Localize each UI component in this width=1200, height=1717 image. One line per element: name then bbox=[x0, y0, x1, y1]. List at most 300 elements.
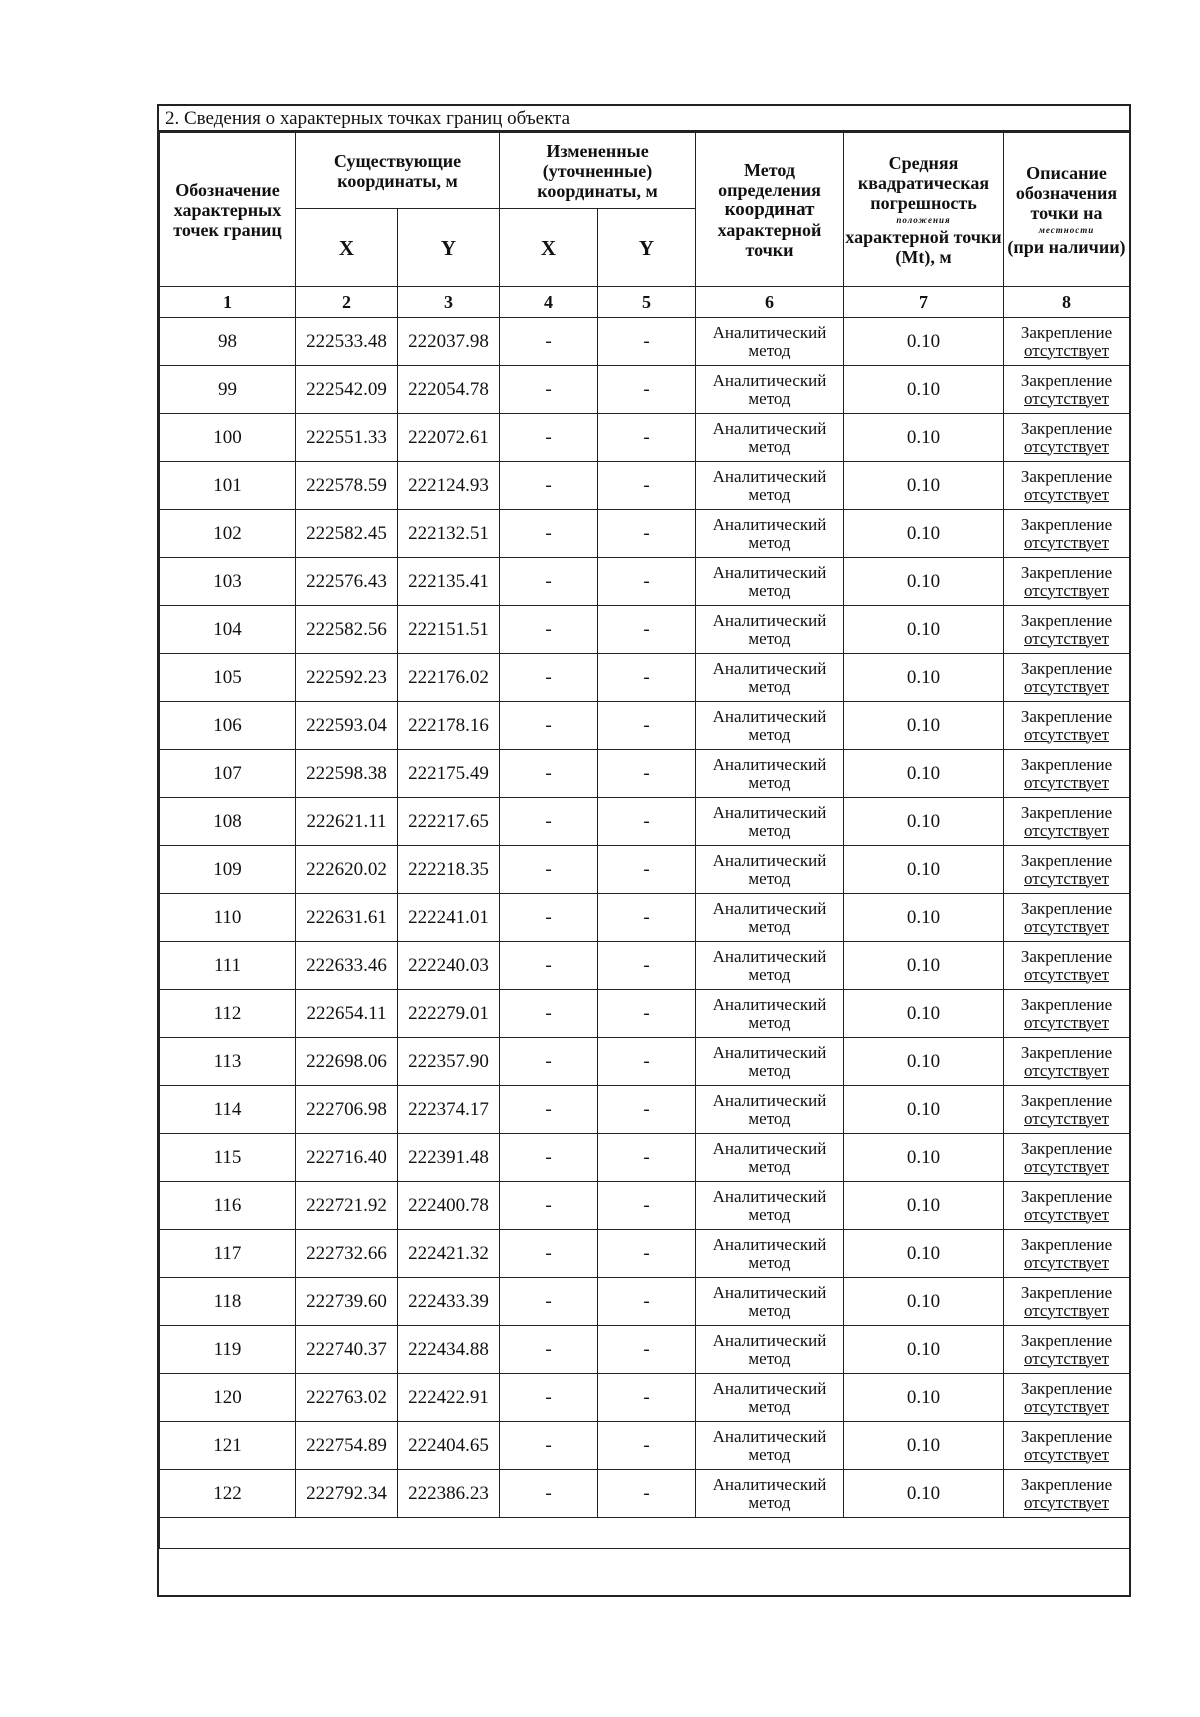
description-line-2: отсутствует bbox=[1023, 1348, 1110, 1368]
method-line-2: метод bbox=[748, 868, 791, 888]
description-line-1: Закрепление bbox=[1020, 898, 1113, 918]
column-number: 6 bbox=[696, 287, 844, 318]
existing-y-cell: 222241.01 bbox=[398, 894, 500, 942]
point-number-cell: 121 bbox=[160, 1422, 296, 1470]
point-number-cell: 118 bbox=[160, 1278, 296, 1326]
changed-y-cell: - bbox=[598, 894, 696, 942]
changed-y-cell: - bbox=[598, 414, 696, 462]
point-number-cell: 100 bbox=[160, 414, 296, 462]
error-cell: 0.10 bbox=[844, 990, 1004, 1038]
table-row bbox=[160, 1326, 1130, 1374]
description-cell bbox=[1004, 654, 1130, 702]
header-error-bot: характерной точки (Mt), м bbox=[845, 226, 1002, 267]
header-error bbox=[844, 133, 1004, 287]
error-cell: 0.10 bbox=[844, 1374, 1004, 1422]
description-line-2: отсутствует bbox=[1023, 772, 1110, 792]
table-row bbox=[160, 798, 1130, 846]
description-line-1: Закрепление bbox=[1020, 706, 1113, 726]
changed-y-cell: - bbox=[598, 366, 696, 414]
description-line-2: отсутствует bbox=[1023, 820, 1110, 840]
header-desc-bot: (при наличии) bbox=[1007, 236, 1126, 257]
method-cell bbox=[696, 1038, 844, 1086]
existing-y-cell: 222433.39 bbox=[398, 1278, 500, 1326]
error-cell: 0.10 bbox=[844, 846, 1004, 894]
existing-x-cell: 222551.33 bbox=[296, 414, 398, 462]
changed-y-cell: - bbox=[598, 750, 696, 798]
description-line-1: Закрепление bbox=[1020, 1090, 1113, 1110]
method-line-2: метод bbox=[748, 1492, 791, 1512]
section-title: 2. Сведения о характерных точках границ объекта bbox=[159, 106, 1129, 132]
existing-x-cell: 222739.60 bbox=[296, 1278, 398, 1326]
description-line-1: Закрепление bbox=[1020, 1474, 1113, 1494]
method-line-2: метод bbox=[748, 436, 791, 456]
table-row bbox=[160, 1470, 1130, 1518]
header-changed-x: X bbox=[500, 209, 598, 287]
description-line-1: Закрепление bbox=[1020, 466, 1113, 486]
existing-x-cell: 222754.89 bbox=[296, 1422, 398, 1470]
description-line-1: Закрепление bbox=[1020, 754, 1113, 774]
method-line-2: метод bbox=[748, 484, 791, 504]
table-row bbox=[160, 894, 1130, 942]
changed-x-cell: - bbox=[500, 942, 598, 990]
table-footer-row bbox=[160, 1518, 1130, 1549]
error-cell: 0.10 bbox=[844, 414, 1004, 462]
changed-x-cell: - bbox=[500, 1374, 598, 1422]
changed-y-cell: - bbox=[598, 1182, 696, 1230]
error-cell: 0.10 bbox=[844, 1278, 1004, 1326]
method-line-2: метод bbox=[748, 724, 791, 744]
header-existing-y: Y bbox=[398, 209, 500, 287]
method-line-1: Аналитический bbox=[712, 610, 827, 630]
method-line-1: Аналитический bbox=[712, 1426, 827, 1446]
existing-y-cell: 222176.02 bbox=[398, 654, 500, 702]
column-number: 7 bbox=[844, 287, 1004, 318]
method-cell bbox=[696, 414, 844, 462]
method-cell bbox=[696, 318, 844, 366]
description-line-1: Закрепление bbox=[1020, 658, 1113, 678]
existing-x-cell: 222698.06 bbox=[296, 1038, 398, 1086]
method-line-1: Аналитический bbox=[712, 802, 827, 822]
description-cell bbox=[1004, 1230, 1130, 1278]
point-number-cell: 101 bbox=[160, 462, 296, 510]
point-number-cell: 114 bbox=[160, 1086, 296, 1134]
existing-x-cell: 222732.66 bbox=[296, 1230, 398, 1278]
method-line-1: Аналитический bbox=[712, 1378, 827, 1398]
changed-x-cell: - bbox=[500, 366, 598, 414]
changed-x-cell: - bbox=[500, 1134, 598, 1182]
description-line-2: отсутствует bbox=[1023, 532, 1110, 552]
point-number-cell: 113 bbox=[160, 1038, 296, 1086]
existing-x-cell: 222576.43 bbox=[296, 558, 398, 606]
header-changed-y: Y bbox=[598, 209, 696, 287]
error-cell: 0.10 bbox=[844, 798, 1004, 846]
characteristic-points-table bbox=[159, 132, 1130, 1549]
header-method-bot: характерной точки bbox=[717, 219, 822, 260]
description-line-2: отсутствует bbox=[1023, 1204, 1110, 1224]
method-line-1: Аналитический bbox=[712, 850, 827, 870]
changed-y-cell: - bbox=[598, 702, 696, 750]
changed-x-cell: - bbox=[500, 1182, 598, 1230]
description-line-1: Закрепление bbox=[1020, 1234, 1113, 1254]
existing-y-cell: 222218.35 bbox=[398, 846, 500, 894]
description-line-1: Закрепление bbox=[1020, 1426, 1113, 1446]
method-line-1: Аналитический bbox=[712, 1090, 827, 1110]
existing-y-cell: 222217.65 bbox=[398, 798, 500, 846]
column-number: 8 bbox=[1004, 287, 1130, 318]
table-row bbox=[160, 702, 1130, 750]
description-line-1: Закрепление bbox=[1020, 802, 1113, 822]
description-line-2: отсутствует bbox=[1023, 1060, 1110, 1080]
header-error-top: Средняя квадратическая погрешность bbox=[857, 152, 990, 213]
method-line-2: метод bbox=[748, 628, 791, 648]
column-number-row bbox=[160, 287, 1130, 318]
description-line-1: Закрепление bbox=[1020, 1330, 1113, 1350]
error-cell: 0.10 bbox=[844, 702, 1004, 750]
description-cell bbox=[1004, 1326, 1130, 1374]
description-line-2: отсутствует bbox=[1023, 436, 1110, 456]
changed-y-cell: - bbox=[598, 1134, 696, 1182]
description-cell bbox=[1004, 942, 1130, 990]
point-number-cell: 119 bbox=[160, 1326, 296, 1374]
method-line-2: метод bbox=[748, 532, 791, 552]
table-row bbox=[160, 1038, 1130, 1086]
method-line-2: метод bbox=[748, 1108, 791, 1128]
description-cell bbox=[1004, 1278, 1130, 1326]
method-line-2: метод bbox=[748, 1012, 791, 1032]
changed-x-cell: - bbox=[500, 1326, 598, 1374]
changed-x-cell: - bbox=[500, 1230, 598, 1278]
description-cell bbox=[1004, 798, 1130, 846]
existing-x-cell: 222633.46 bbox=[296, 942, 398, 990]
changed-x-cell: - bbox=[500, 750, 598, 798]
existing-y-cell: 222374.17 bbox=[398, 1086, 500, 1134]
point-number-cell: 122 bbox=[160, 1470, 296, 1518]
description-line-2: отсутствует bbox=[1023, 964, 1110, 984]
changed-y-cell: - bbox=[598, 606, 696, 654]
table-row bbox=[160, 462, 1130, 510]
header-description bbox=[1004, 133, 1130, 287]
header-error-small: положения bbox=[896, 214, 951, 225]
method-cell bbox=[696, 990, 844, 1038]
table-row bbox=[160, 750, 1130, 798]
existing-y-cell: 222386.23 bbox=[398, 1470, 500, 1518]
method-line-1: Аналитический bbox=[712, 370, 827, 390]
method-line-1: Аналитический bbox=[712, 754, 827, 774]
changed-y-cell: - bbox=[598, 462, 696, 510]
description-cell bbox=[1004, 606, 1130, 654]
changed-y-cell: - bbox=[598, 1278, 696, 1326]
existing-x-cell: 222740.37 bbox=[296, 1326, 398, 1374]
error-cell: 0.10 bbox=[844, 1182, 1004, 1230]
method-line-2: метод bbox=[748, 1156, 791, 1176]
description-line-2: отсутствует bbox=[1023, 484, 1110, 504]
point-number-cell: 116 bbox=[160, 1182, 296, 1230]
method-line-2: метод bbox=[748, 340, 791, 360]
point-number-cell: 115 bbox=[160, 1134, 296, 1182]
method-line-2: метод bbox=[748, 388, 791, 408]
changed-y-cell: - bbox=[598, 1422, 696, 1470]
existing-y-cell: 222037.98 bbox=[398, 318, 500, 366]
method-line-1: Аналитический bbox=[712, 946, 827, 966]
description-line-2: отсутствует bbox=[1023, 916, 1110, 936]
column-number: 1 bbox=[160, 287, 296, 318]
method-line-2: метод bbox=[748, 1300, 791, 1320]
description-line-1: Закрепление bbox=[1020, 1186, 1113, 1206]
method-line-2: метод bbox=[748, 820, 791, 840]
header-method bbox=[696, 133, 844, 287]
description-cell bbox=[1004, 1086, 1130, 1134]
changed-x-cell: - bbox=[500, 462, 598, 510]
existing-x-cell: 222582.45 bbox=[296, 510, 398, 558]
description-cell bbox=[1004, 414, 1130, 462]
method-cell bbox=[696, 702, 844, 750]
error-cell: 0.10 bbox=[844, 894, 1004, 942]
table-row bbox=[160, 654, 1130, 702]
method-line-2: метод bbox=[748, 676, 791, 696]
description-cell bbox=[1004, 990, 1130, 1038]
existing-y-cell: 222178.16 bbox=[398, 702, 500, 750]
method-cell bbox=[696, 1422, 844, 1470]
description-line-2: отсутствует bbox=[1023, 1252, 1110, 1272]
method-cell bbox=[696, 1086, 844, 1134]
error-cell: 0.10 bbox=[844, 1230, 1004, 1278]
method-line-2: метод bbox=[748, 1204, 791, 1224]
changed-x-cell: - bbox=[500, 1470, 598, 1518]
method-cell bbox=[696, 846, 844, 894]
header-desc-top: Описание обозначения точки на bbox=[1015, 162, 1118, 223]
error-cell: 0.10 bbox=[844, 1470, 1004, 1518]
description-line-2: отсутствует bbox=[1023, 1300, 1110, 1320]
changed-x-cell: - bbox=[500, 558, 598, 606]
header-desc-small: местности bbox=[1038, 224, 1095, 235]
changed-y-cell: - bbox=[598, 318, 696, 366]
error-cell: 0.10 bbox=[844, 462, 1004, 510]
method-cell bbox=[696, 510, 844, 558]
method-cell bbox=[696, 1278, 844, 1326]
point-number-cell: 108 bbox=[160, 798, 296, 846]
table-row bbox=[160, 990, 1130, 1038]
method-cell bbox=[696, 1182, 844, 1230]
existing-y-cell: 222404.65 bbox=[398, 1422, 500, 1470]
changed-x-cell: - bbox=[500, 414, 598, 462]
table-row bbox=[160, 1086, 1130, 1134]
existing-x-cell: 222542.09 bbox=[296, 366, 398, 414]
method-line-2: метод bbox=[748, 1060, 791, 1080]
existing-y-cell: 222421.32 bbox=[398, 1230, 500, 1278]
changed-y-cell: - bbox=[598, 846, 696, 894]
error-cell: 0.10 bbox=[844, 1422, 1004, 1470]
point-number-cell: 109 bbox=[160, 846, 296, 894]
description-cell bbox=[1004, 702, 1130, 750]
existing-y-cell: 222054.78 bbox=[398, 366, 500, 414]
method-line-1: Аналитический bbox=[712, 514, 827, 534]
existing-x-cell: 222578.59 bbox=[296, 462, 398, 510]
method-line-1: Аналитический bbox=[712, 466, 827, 486]
error-cell: 0.10 bbox=[844, 654, 1004, 702]
table-row bbox=[160, 942, 1130, 990]
table-row bbox=[160, 1230, 1130, 1278]
description-line-2: отсутствует bbox=[1023, 1492, 1110, 1512]
column-number: 2 bbox=[296, 287, 398, 318]
existing-y-cell: 222135.41 bbox=[398, 558, 500, 606]
empty-footer-cell bbox=[160, 1518, 1130, 1549]
description-line-1: Закрепление bbox=[1020, 610, 1113, 630]
description-line-2: отсутствует bbox=[1023, 1012, 1110, 1032]
existing-x-cell: 222792.34 bbox=[296, 1470, 398, 1518]
description-cell bbox=[1004, 1182, 1130, 1230]
description-cell bbox=[1004, 366, 1130, 414]
table-row bbox=[160, 510, 1130, 558]
method-line-1: Аналитический bbox=[712, 1474, 827, 1494]
description-line-1: Закрепление bbox=[1020, 370, 1113, 390]
changed-y-cell: - bbox=[598, 558, 696, 606]
existing-y-cell: 222357.90 bbox=[398, 1038, 500, 1086]
description-line-1: Закрепление bbox=[1020, 1138, 1113, 1158]
method-cell bbox=[696, 366, 844, 414]
description-line-1: Закрепление bbox=[1020, 994, 1113, 1014]
changed-y-cell: - bbox=[598, 942, 696, 990]
changed-y-cell: - bbox=[598, 654, 696, 702]
point-number-cell: 111 bbox=[160, 942, 296, 990]
point-number-cell: 120 bbox=[160, 1374, 296, 1422]
method-line-2: метод bbox=[748, 1348, 791, 1368]
changed-y-cell: - bbox=[598, 1230, 696, 1278]
error-cell: 0.10 bbox=[844, 1134, 1004, 1182]
description-line-2: отсутствует bbox=[1023, 388, 1110, 408]
table-row bbox=[160, 1134, 1130, 1182]
header-changed-coords: Измененные (уточненные) координаты, м bbox=[500, 133, 696, 209]
method-cell bbox=[696, 1134, 844, 1182]
point-number-cell: 104 bbox=[160, 606, 296, 654]
changed-x-cell: - bbox=[500, 990, 598, 1038]
point-number-cell: 117 bbox=[160, 1230, 296, 1278]
method-line-2: метод bbox=[748, 1396, 791, 1416]
description-cell bbox=[1004, 1038, 1130, 1086]
column-number: 4 bbox=[500, 287, 598, 318]
description-cell bbox=[1004, 894, 1130, 942]
changed-x-cell: - bbox=[500, 798, 598, 846]
existing-y-cell: 222072.61 bbox=[398, 414, 500, 462]
description-cell bbox=[1004, 1134, 1130, 1182]
error-cell: 0.10 bbox=[844, 558, 1004, 606]
existing-x-cell: 222721.92 bbox=[296, 1182, 398, 1230]
changed-y-cell: - bbox=[598, 1038, 696, 1086]
existing-x-cell: 222598.38 bbox=[296, 750, 398, 798]
method-line-1: Аналитический bbox=[712, 418, 827, 438]
error-cell: 0.10 bbox=[844, 366, 1004, 414]
description-cell bbox=[1004, 558, 1130, 606]
column-number: 3 bbox=[398, 287, 500, 318]
table-row bbox=[160, 1278, 1130, 1326]
changed-y-cell: - bbox=[598, 510, 696, 558]
method-cell bbox=[696, 462, 844, 510]
existing-y-cell: 222400.78 bbox=[398, 1182, 500, 1230]
header-method-top: Метод определения bbox=[718, 159, 821, 200]
existing-x-cell: 222763.02 bbox=[296, 1374, 398, 1422]
changed-x-cell: - bbox=[500, 1422, 598, 1470]
changed-x-cell: - bbox=[500, 702, 598, 750]
description-line-2: отсутствует bbox=[1023, 580, 1110, 600]
description-cell bbox=[1004, 462, 1130, 510]
method-line-1: Аналитический bbox=[712, 1330, 827, 1350]
table-row bbox=[160, 606, 1130, 654]
point-number-cell: 107 bbox=[160, 750, 296, 798]
method-line-1: Аналитический bbox=[712, 1234, 827, 1254]
error-cell: 0.10 bbox=[844, 1326, 1004, 1374]
existing-x-cell: 222621.11 bbox=[296, 798, 398, 846]
changed-x-cell: - bbox=[500, 894, 598, 942]
column-number: 5 bbox=[598, 287, 696, 318]
point-number-cell: 98 bbox=[160, 318, 296, 366]
error-cell: 0.10 bbox=[844, 942, 1004, 990]
method-cell bbox=[696, 606, 844, 654]
method-cell bbox=[696, 798, 844, 846]
changed-y-cell: - bbox=[598, 798, 696, 846]
method-cell bbox=[696, 1326, 844, 1374]
method-line-1: Аналитический bbox=[712, 562, 827, 582]
changed-x-cell: - bbox=[500, 606, 598, 654]
changed-y-cell: - bbox=[598, 1374, 696, 1422]
description-line-1: Закрепление bbox=[1020, 562, 1113, 582]
description-cell bbox=[1004, 846, 1130, 894]
existing-x-cell: 222706.98 bbox=[296, 1086, 398, 1134]
error-cell: 0.10 bbox=[844, 750, 1004, 798]
existing-y-cell: 222422.91 bbox=[398, 1374, 500, 1422]
header-existing-coords: Существующие координаты, м bbox=[296, 133, 500, 209]
method-line-2: метод bbox=[748, 964, 791, 984]
description-line-2: отсутствует bbox=[1023, 1156, 1110, 1176]
header-method-mid: координат bbox=[724, 198, 815, 220]
description-line-2: отсутствует bbox=[1023, 868, 1110, 888]
table-row bbox=[160, 414, 1130, 462]
header-existing-x: X bbox=[296, 209, 398, 287]
description-cell bbox=[1004, 1470, 1130, 1518]
changed-x-cell: - bbox=[500, 1086, 598, 1134]
method-line-1: Аналитический bbox=[712, 1282, 827, 1302]
method-line-1: Аналитический bbox=[712, 658, 827, 678]
changed-x-cell: - bbox=[500, 318, 598, 366]
description-line-1: Закрепление bbox=[1020, 850, 1113, 870]
description-line-1: Закрепление bbox=[1020, 946, 1113, 966]
existing-x-cell: 222592.23 bbox=[296, 654, 398, 702]
changed-y-cell: - bbox=[598, 1470, 696, 1518]
method-cell bbox=[696, 750, 844, 798]
description-line-2: отсутствует bbox=[1023, 676, 1110, 696]
table-row bbox=[160, 1422, 1130, 1470]
error-cell: 0.10 bbox=[844, 318, 1004, 366]
point-number-cell: 110 bbox=[160, 894, 296, 942]
description-line-1: Закрепление bbox=[1020, 1282, 1113, 1302]
description-cell bbox=[1004, 750, 1130, 798]
existing-y-cell: 222151.51 bbox=[398, 606, 500, 654]
existing-x-cell: 222582.56 bbox=[296, 606, 398, 654]
method-cell bbox=[696, 1230, 844, 1278]
description-line-1: Закрепление bbox=[1020, 1378, 1113, 1398]
existing-y-cell: 222175.49 bbox=[398, 750, 500, 798]
method-line-2: метод bbox=[748, 916, 791, 936]
description-line-1: Закрепление bbox=[1020, 514, 1113, 534]
error-cell: 0.10 bbox=[844, 1086, 1004, 1134]
method-line-2: метод bbox=[748, 1444, 791, 1464]
method-line-1: Аналитический bbox=[712, 1042, 827, 1062]
existing-y-cell: 222132.51 bbox=[398, 510, 500, 558]
description-cell bbox=[1004, 1422, 1130, 1470]
existing-y-cell: 222124.93 bbox=[398, 462, 500, 510]
table-row bbox=[160, 1374, 1130, 1422]
changed-x-cell: - bbox=[500, 510, 598, 558]
existing-x-cell: 222654.11 bbox=[296, 990, 398, 1038]
description-cell bbox=[1004, 318, 1130, 366]
